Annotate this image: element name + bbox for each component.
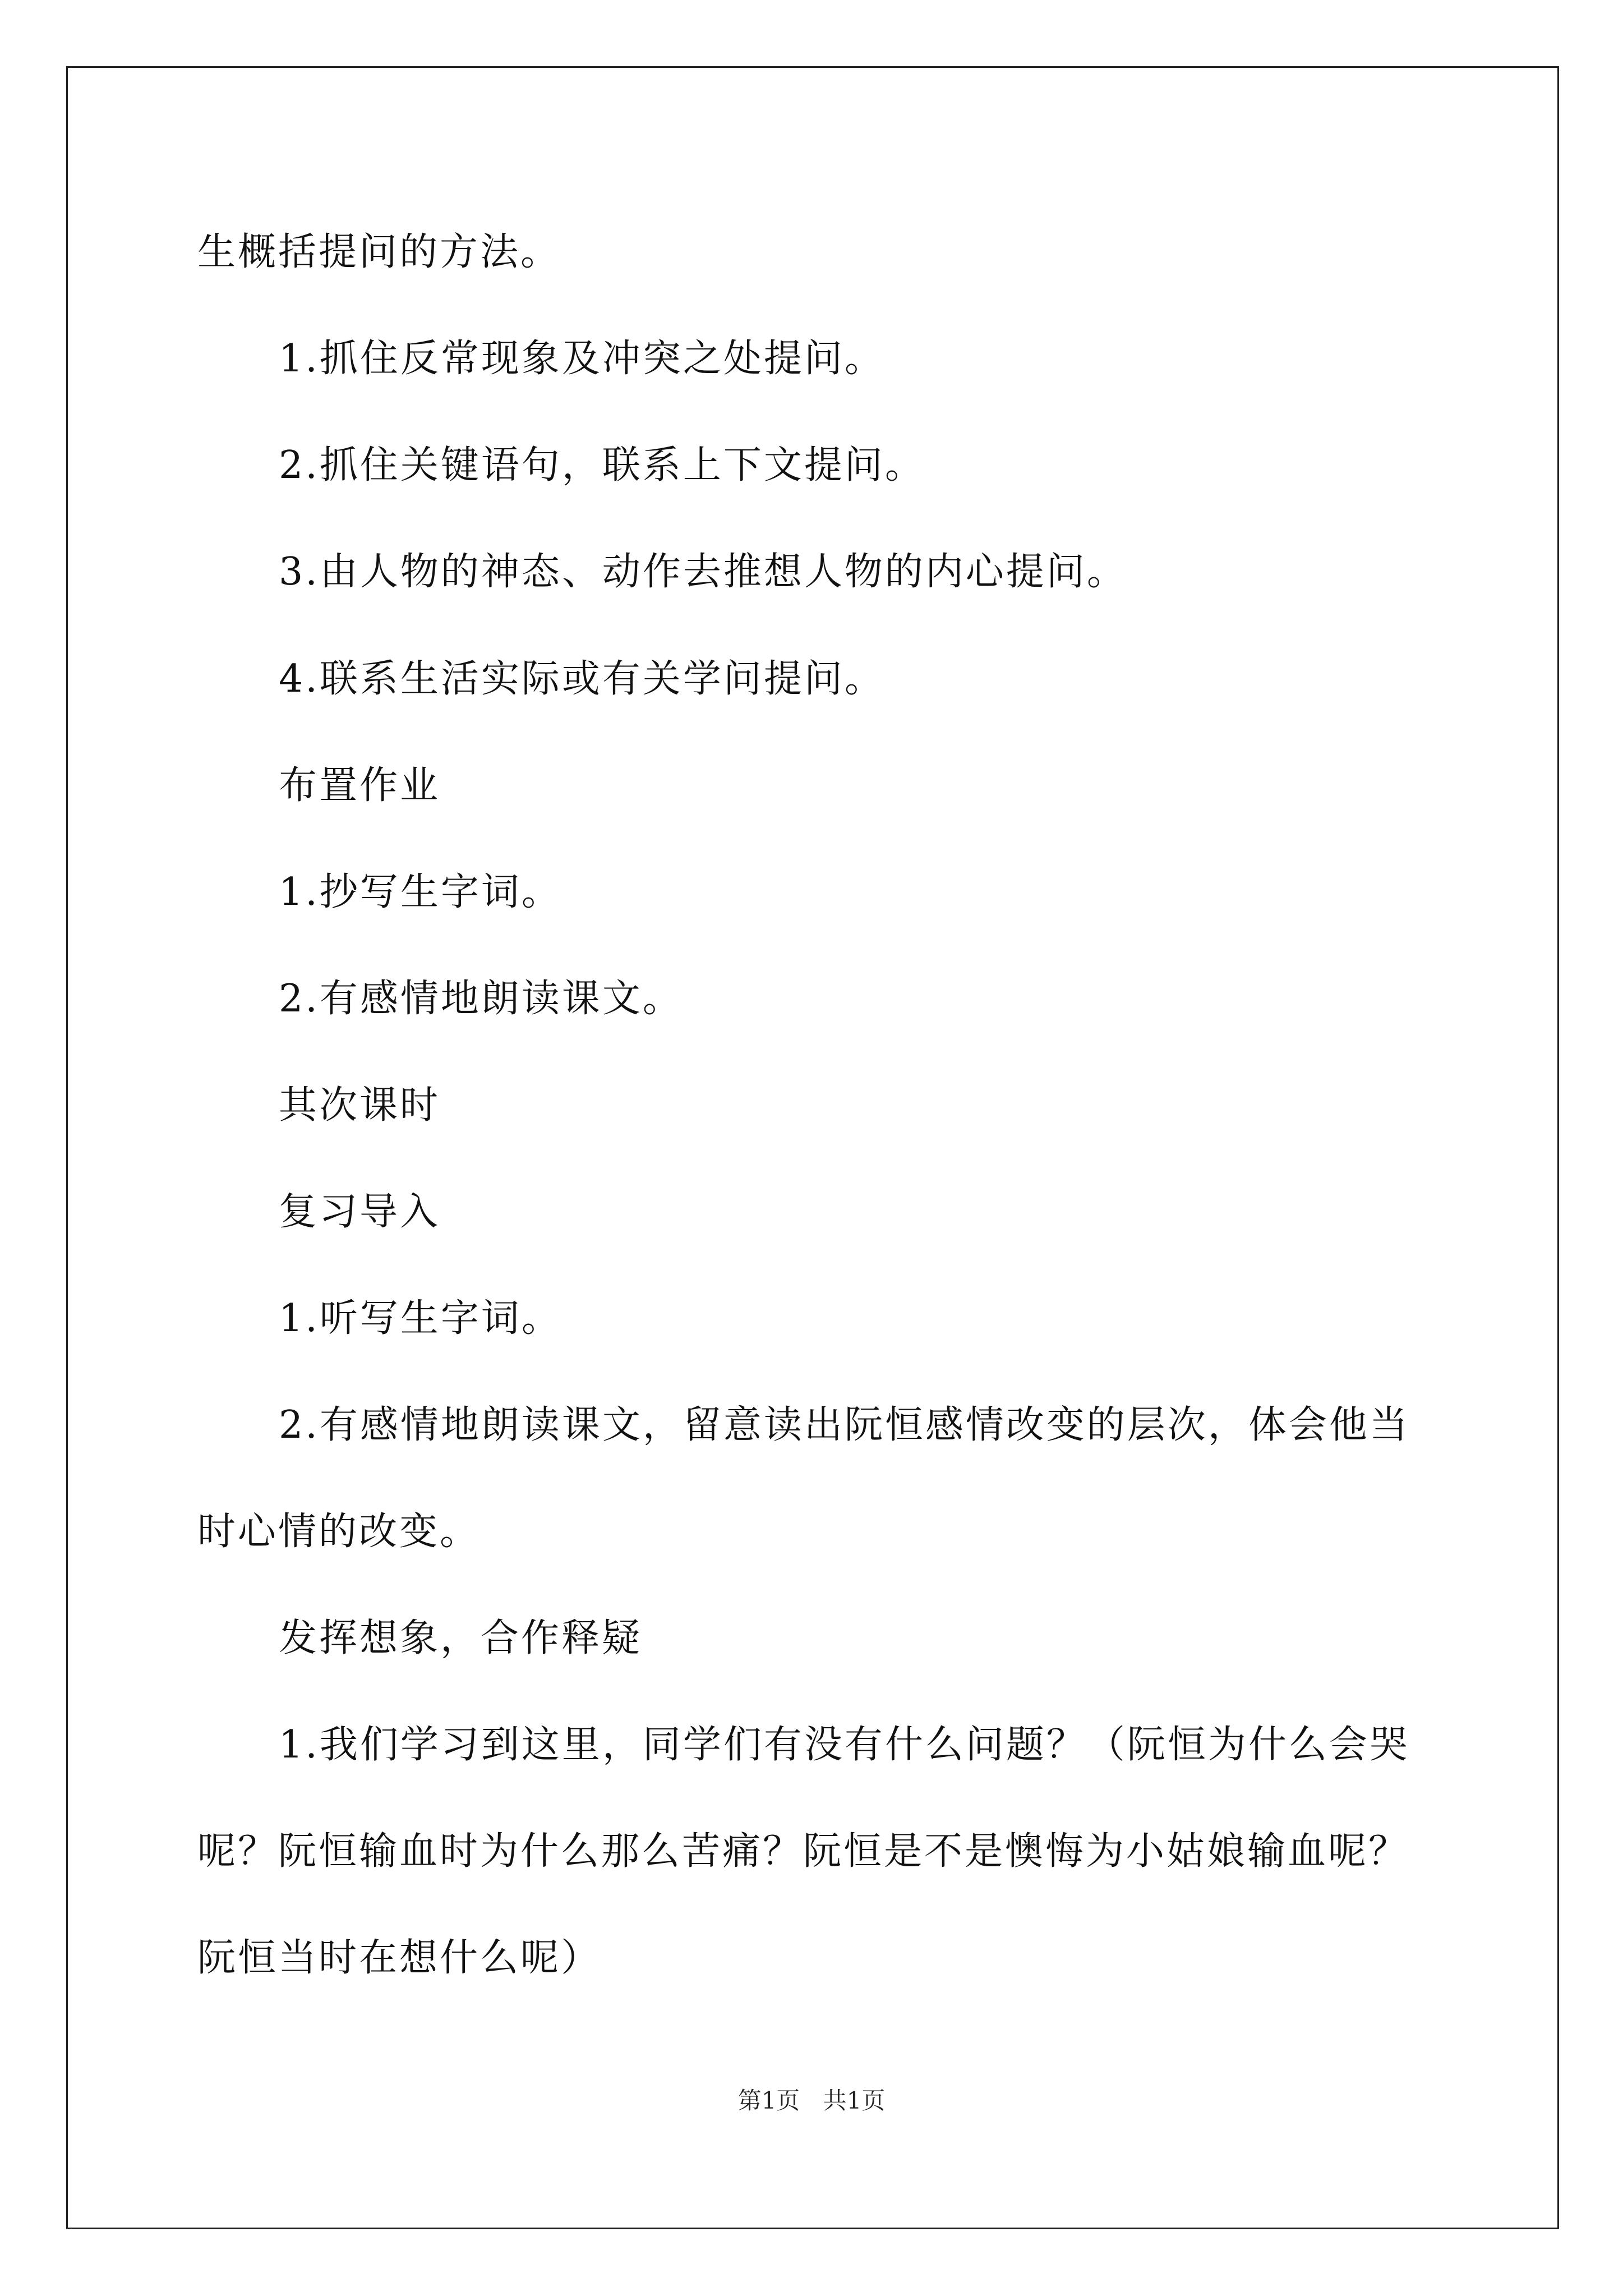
text-line: 呢？阮恒输血时为什么那么苦痛？阮恒是不是懊悔为小姑娘输血呢？ (197, 1829, 1409, 1874)
text-line: 2.有感情地朗读课文，留意读出阮恒感情改变的层次，体会他当 (279, 1403, 1410, 1447)
section-heading: 布置作业 (279, 763, 441, 808)
section-heading: 其次课时 (279, 1083, 441, 1128)
page-total: 共1页 (823, 2087, 886, 2114)
page-number: 第1页 (737, 2087, 800, 2114)
text-line: 1.抄写生字词。 (279, 870, 562, 914)
text-line: 3.由人物的神态、动作去推想人物的内心提问。 (279, 550, 1127, 594)
text-line: 时心情的改变。 (197, 1510, 481, 1554)
page-footer (0, 2087, 1623, 2115)
section-heading: 复习导入 (279, 1190, 441, 1234)
text-line: 4.联系生活实际或有关学问提问。 (279, 657, 885, 701)
page-border (66, 66, 1559, 2229)
text-line: 阮恒当时在想什么呢） (197, 1936, 602, 1980)
text-line: 1.听写生字词。 (279, 1296, 562, 1341)
text-line: 2.有感情地朗读课文。 (279, 977, 683, 1021)
text-line: 1.我们学习到这里，同学们有没有什么问题？（阮恒为什么会哭 (279, 1723, 1410, 1767)
text-line: 2.抓住关键语句，联系上下文提问。 (279, 443, 925, 487)
text-line: 生概括提问的方法。 (197, 230, 561, 274)
text-line: 1.抓住反常现象及冲突之处提问。 (279, 337, 885, 381)
section-heading: 发挥想象，合作释疑 (279, 1616, 643, 1660)
